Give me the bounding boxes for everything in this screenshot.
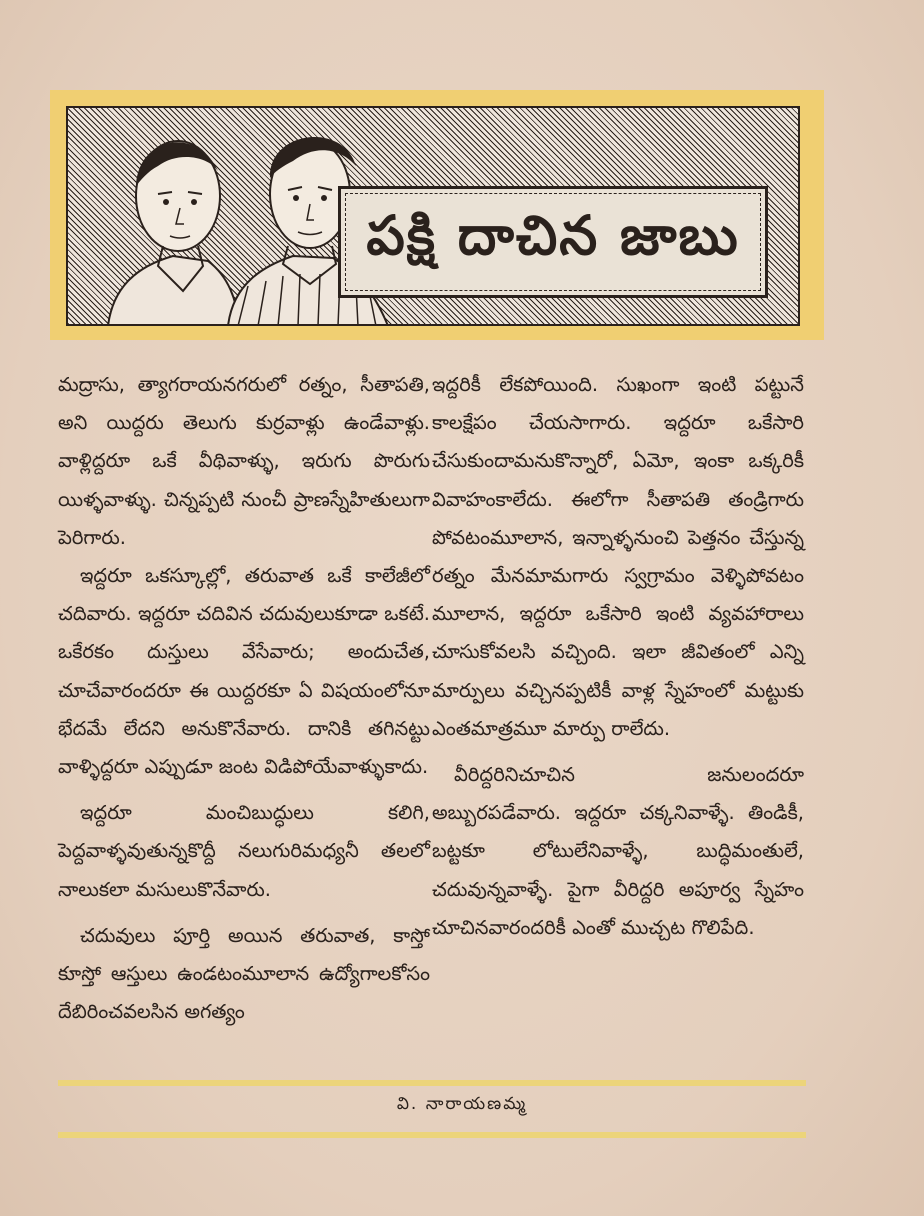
author-name: వి. నారాయణమ్మ [396,1094,528,1114]
paragraph: ఇద్దరూ మంచిబుద్ధులు కలిగి, పెద్దవాళ్ళవుతున్నకొద్దీ నలుగురిమధ్యనీ తలలో నాలుకలా మసులుకొనేవారు. [58,801,430,901]
title-plate [338,186,768,298]
story-title: పక్షి దాచిన జాబు [366,203,740,267]
left-boy-figure [108,141,238,326]
paragraph: ఇద్దరూ ఒకస్కూల్లో, తరువాత ఒకే కాలేజీలో చదివారు. ఇద్దరూ చదివిన చదువులుకూడా ఒకటే. ఒకేరకం దుస్తులు వేసేవారు; అందుచేత, చూచేవారందరూ ఈ యిద్దరకూ ఏ విషయంలోనూ భేదమే లేదని అనుకొనేవారు. దానికి తగినట్టు వాళ్ళిద్దరూ ఎప్పుడూ జంట విడిపోయేవాళ్ళుకాదు. [58,564,430,779]
footer-rule-bottom [58,1132,806,1138]
paragraph: మద్రాసు, త్యాగరాయనగరులో రత్నం, సీతాపతి, అని యిద్దరు తెలుగు కుర్రవాళ్లు ఉండేవాళ్లు. వాళ్లిద్దరూ ఒకే వీథివాళ్ళు, ఇరుగు పొరుగు యిళ్ళవాళ్ళు. చిన్నప్పటి నుంచీ ప్రాణస్నేహితులుగా పెరిగారు. [58,373,430,549]
left-column [58,366,430,1031]
paragraph: ఇద్దరికీ లేకపోయింది. సుఖంగా ఇంటి పట్టునే కాలక్షేపం చేయసాగారు. ఇద్దరూ ఒకేసారి చేసుకుందామనుకొన్నారో, ఏమో, ఇంకా ఒక్కరికీ వివాహంకాలేదు. ఈలోగా సీతాపతి తండ్రిగారు పోవటంమూలాన, ఇన్నాళ్ళనుంచి పెత్తనం చేస్తున్న రత్నం మేనమామగారు స్వగ్రామం వెళ్ళిపోవటం మూలాన, ఇద్దరూ ఒకేసారి ఇంటి వ్యవహారాలు చూసుకోవలసి వచ్చింది. ఇలా జీవితంలో ఎన్ని మార్పులు వచ్చినప్పటికీ వాళ్ల స్నేహంలో మట్టుకు ఎంతమాత్రమూ మార్పు రాలేదు. [432,373,804,740]
right-column [432,366,804,947]
paragraph: వీరిద్దరినిచూచిన జనులందరూ అబ్బురపడేవారు. ఇద్దరూ చక్కనివాళ్ళే. తిండికీ, బట్టకూ లోటులేనివాళ్ళే, బుద్ధిమంతులే, చదువున్నవాళ్ళే. పైగా వీరిద్దరి అపూర్వ స్నేహం చూచినవారందరికీ ఎంతో ముచ్చట గొలిపేది. [432,763,804,939]
paragraph: చదువులు పూర్తి అయిన తరువాత, కాస్తో కూస్తో ఆస్తులు ఉండటంమూలాన ఉద్యోగాలకోసం దేబిరించవలసిన అగత్యం [58,923,430,1024]
footer-rule-top [58,1080,806,1086]
